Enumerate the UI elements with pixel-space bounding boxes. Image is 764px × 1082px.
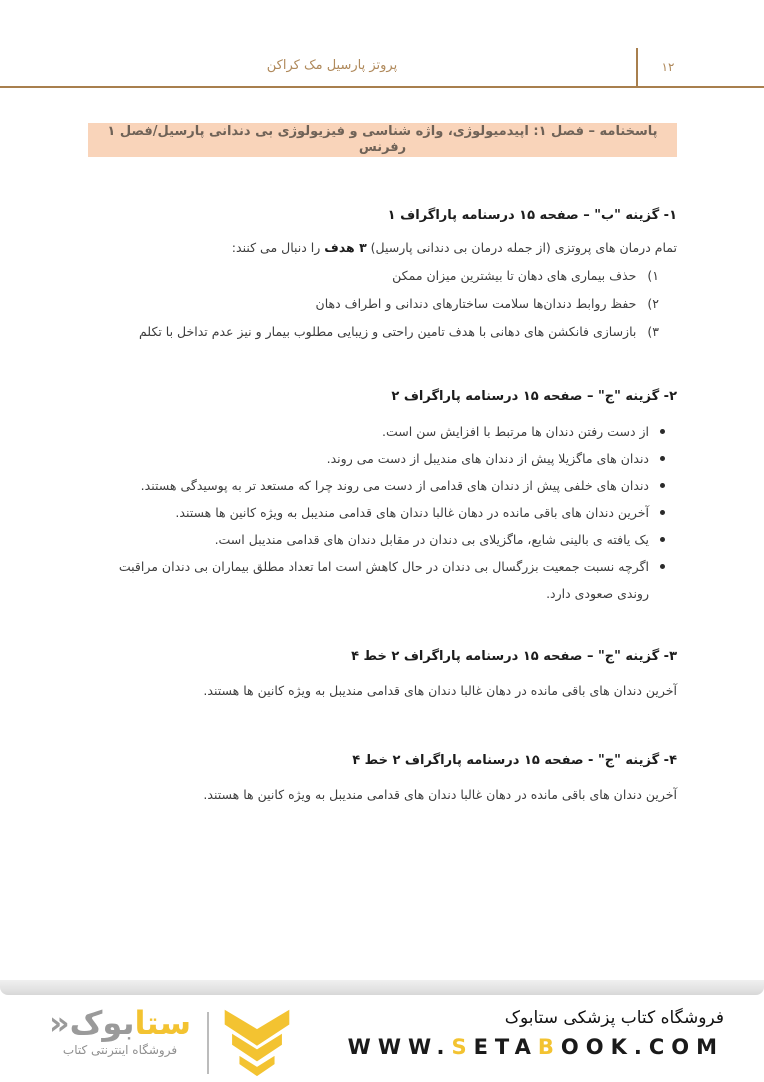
section-2-bullet-list — [87, 418, 677, 607]
section-1-heading: ۱- گزینه "ب" – صفحه ۱۵ درسنامه پاراگراف ۱ — [387, 208, 677, 223]
section-2-heading: ۲- گزینه "ج" – صفحه ۱۵ درسنامه پاراگراف ۲ — [391, 389, 677, 404]
store-name: فروشگاه کتاب پزشکی ستابوک — [504, 1008, 724, 1028]
store-url — [348, 1035, 724, 1059]
bullet-item: آخرین دندان های باقی مانده در دهان غالبا دندان های قدامی مندیبل به ویژه کانین ها هستند. — [87, 499, 669, 526]
page-number: ۱۲ — [661, 60, 675, 74]
setabook-wordmark — [40, 1006, 200, 1041]
setabook-logo — [40, 1006, 200, 1057]
list-item — [87, 262, 659, 290]
list-item-number: ۲) — [647, 296, 659, 311]
list-item-number: ۳) — [647, 324, 659, 339]
book-title: پروتز پارسیل مک کراکن — [266, 58, 398, 73]
bullet-item: دندان های خلفی پیش از دندان های قدامی از دست می روند چرا که مستعد تر به پوسیدگی هستند. — [87, 472, 669, 499]
url-part: ETA — [473, 1035, 538, 1059]
bullet-item: از دست رفتن دندان ها مرتبط با افزایش سن است. — [87, 418, 669, 445]
header-vertical-divider — [636, 48, 638, 88]
url-part: OOK.COM — [560, 1035, 724, 1059]
list-item — [87, 290, 659, 318]
list-item — [87, 318, 659, 346]
intro-text-bold: ۳ هدف — [324, 240, 367, 255]
section-1-numbered-list — [87, 262, 677, 346]
header-horizontal-rule — [0, 86, 764, 88]
section-3-heading: ۳- گزینه "ج" – صفحه ۱۵ درسنامه پاراگراف ۲ خط ۴ — [351, 649, 677, 664]
bullet-item: اگرچه نسبت جمعیت بزرگسال بی دندان در حال کاهش است اما تعداد مطلق بیماران بی دندان مراقبت روندی صعودی دارد. — [87, 553, 669, 607]
logo-divider — [207, 1012, 209, 1074]
section-4-heading: ۴- گزینه "ج" - صفحه ۱۵ درسنامه پاراگراف ۲ خط ۴ — [352, 753, 677, 768]
bullet-item: دندان های ماگزیلا پیش از دندان های مندیبل از دست می روند. — [87, 445, 669, 472]
list-item-text: حفظ روابط دندان‌ها سلامت ساختارهای دندانی و اطراف دهان — [315, 296, 637, 311]
intro-text-pre: تمام درمان های پروتزی (از جمله درمان بی دندانی پارسیل) — [366, 240, 677, 255]
url-part: WWW. — [347, 1035, 452, 1059]
url-part-yellow-s: S — [451, 1035, 474, 1059]
bullet-item: یک یافته ی بالینی شایع، ماگزیلای بی دندان در مقابل دندان های قدامی مندیبل است. — [87, 526, 669, 553]
logo-tagline: فروشگاه اینترنتی کتاب — [62, 1043, 178, 1058]
chevron-emblem-icon — [220, 1006, 294, 1082]
wordmark-part-gray: بوک — [69, 1004, 135, 1042]
section-3-body: آخرین دندان های باقی مانده در دهان غالبا دندان های قدامی مندیبل به ویژه کانین ها هستند. — [203, 683, 677, 698]
wordmark-guillemet: « — [48, 1004, 70, 1042]
list-item-text: بازسازی فانکشن های دهانی با هدف تامین راحتی و زیبایی مطلوب بیمار و نیز عدم تداخل با تکلم — [138, 324, 637, 339]
wordmark-part-yellow: ستا — [134, 1004, 192, 1042]
footer-store-info — [348, 1008, 724, 1059]
list-item-text: حذف بیماری های دهان تا بیشترین میزان ممکن — [392, 268, 637, 283]
list-item-number: ۱) — [647, 268, 659, 283]
url-part-yellow-b: B — [537, 1035, 561, 1059]
intro-text-post: را دنبال می کنند: — [231, 240, 325, 255]
chapter-title-bar: پاسخنامه – فصل ۱: اپیدمیولوژی، واژه شناسی و فیزیولوژی بی دندانی پارسیل/فصل ۱ رفرنس — [88, 123, 677, 157]
footer-shadow-strip — [0, 980, 764, 995]
section-4-body: آخرین دندان های باقی مانده در دهان غالبا دندان های قدامی مندیبل به ویژه کانین ها هستند. — [203, 787, 677, 802]
section-1-intro — [87, 234, 677, 261]
